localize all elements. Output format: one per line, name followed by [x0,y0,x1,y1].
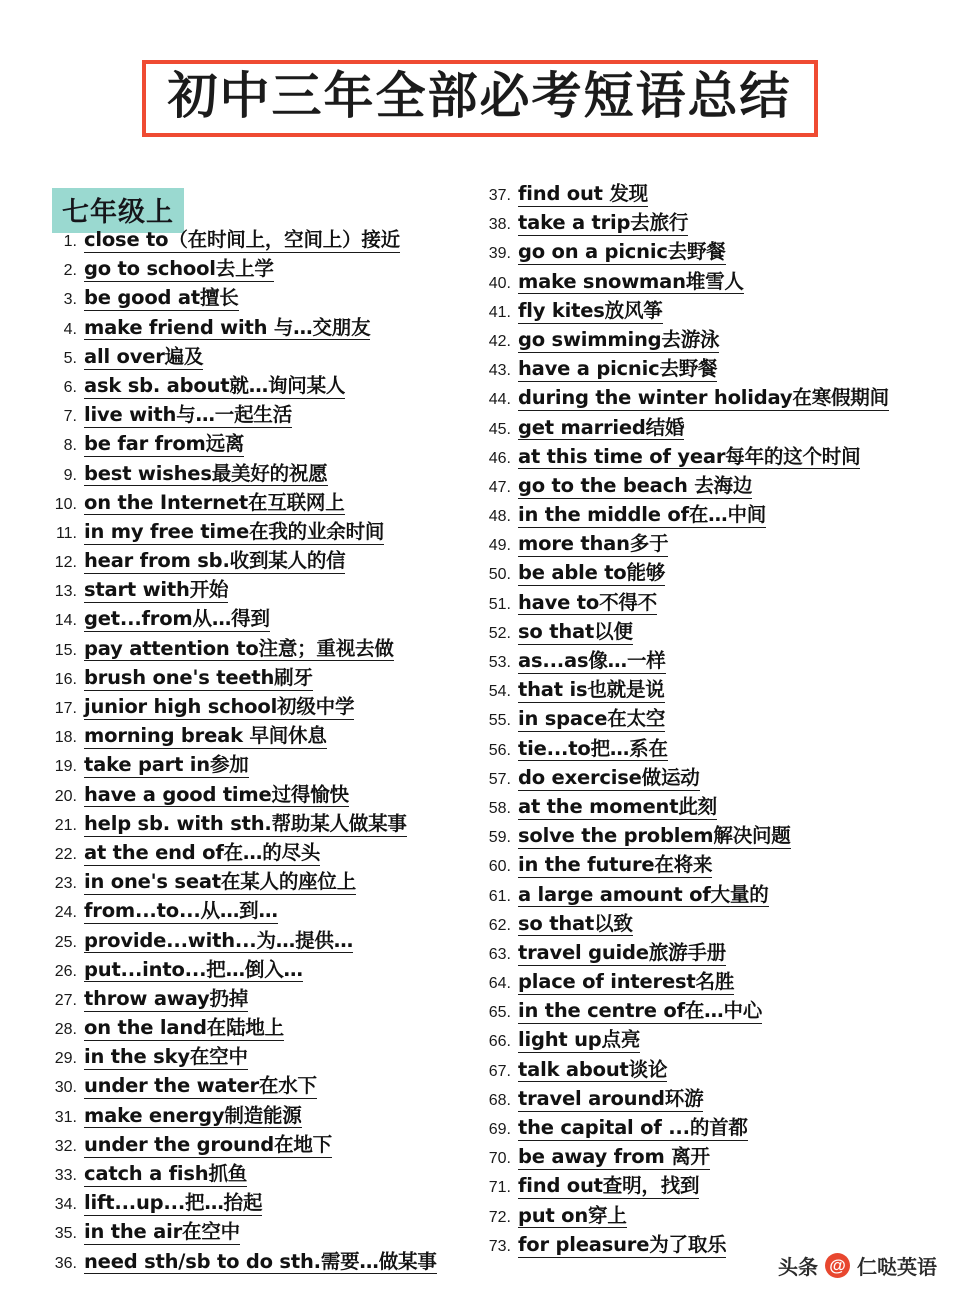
watermark-footer [778,1251,937,1280]
phrase-item-text: go on a picnic去野餐 [518,240,726,264]
phrase-item-text: talk about谈论 [518,1057,668,1081]
phrase-item-text: take a trip去旅行 [518,211,689,235]
phrase-list-item [50,607,480,636]
phrase-list-item [50,899,480,928]
phrase-item-number: 52. [488,624,511,642]
phrase-list-item [484,912,924,941]
phrase-item-number: 33. [54,1167,77,1184]
phrase-item-number: 21. [54,816,77,834]
phrase-item-number: 61. [488,887,511,905]
phrase-list-item [484,240,924,269]
phrase-item-text: more than多于 [518,532,669,556]
phrase-item-text: be good at擅长 [84,286,239,310]
phrase-list-item [50,374,480,403]
phrase-list-item [484,561,924,590]
phrase-item-text: place of interest名胜 [518,970,735,994]
phrase-list-item [50,1162,480,1191]
phrase-item-text: make snowman堆雪人 [518,269,744,293]
section-heading-grade7-first-term [52,188,184,233]
phrase-item-text: put...into...把…倒入… [84,957,303,981]
phrase-item-text: light up点亮 [518,1028,641,1052]
phrase-item-text: catch a fish抓鱼 [84,1162,248,1185]
phrase-item-text: have a good time过得愉快 [84,782,349,806]
phrase-item-number: 60. [488,858,511,876]
phrase-item-text: for pleasure为了取乐 [518,1232,727,1256]
phrase-item-text: find out查明，找到 [518,1174,700,1198]
phrase-list-item [484,386,924,415]
phrase-item-text: get...from从…得到 [84,607,270,631]
phrase-list-item [50,987,480,1016]
phrase-list-item [484,270,924,299]
phrase-item-number: 46. [488,449,511,467]
phrase-item-text: need sth/sb to do sth.需要…做某事 [84,1249,437,1273]
phrase-list-item [484,416,924,445]
phrase-list-item [484,328,924,357]
phrase-item-text: take part in参加 [84,753,249,777]
phrase-item-text: that is也就是说 [518,678,665,702]
phrase-item-number: 26. [54,962,77,980]
phrase-list-item [484,1028,924,1057]
phrase-item-number: 20. [54,787,77,805]
phrase-list-item [484,999,924,1028]
phrase-item-number: 17. [54,700,77,717]
phrase-item-text: put on穿上 [518,1203,627,1227]
phrase-item-number: 18. [54,729,77,747]
phrase-list-item [484,445,924,474]
phrase-item-text: travel around环游 [518,1086,704,1110]
phrase-list-right-column [484,182,924,1262]
phrase-item-number: 15. [54,641,77,659]
phrase-item-number: 9. [63,466,77,484]
phrase-list-item [484,824,924,853]
phrase-list-item [484,649,924,678]
phrase-item-text: travel guide旅游手册 [518,940,727,964]
phrase-item-number: 72. [488,1208,511,1226]
phrase-list-item [50,520,480,549]
phrase-list-item [50,841,480,870]
phrase-item-text: in the future在将来 [518,853,713,877]
phrase-list-item [50,1191,480,1220]
phrase-item-number: 16. [54,670,77,688]
phrase-list-item [50,286,480,315]
phrase-item-number: 39. [488,245,511,263]
phrase-item-number: 37. [488,187,511,204]
phrase-list-item [50,1133,480,1162]
phrase-item-text: make energy制造能源 [84,1103,302,1127]
phrase-list-item [50,1220,480,1249]
phrase-item-text: throw away扔掉 [84,986,249,1010]
phrase-item-number: 22. [54,845,77,863]
phrase-item-number: 56. [488,741,511,759]
phrase-list-item [484,707,924,736]
phrase-item-number: 49. [488,537,511,555]
phrase-item-text: lift...up...把…抬起 [84,1191,263,1215]
phrase-list-item [50,1104,480,1133]
page-title: 初中三年全部必考短语总结 [167,67,792,125]
phrase-list-item [50,958,480,987]
phrase-item-text: in my free time在我的业余时间 [84,519,385,543]
phrase-item-text: as...as像…一样 [518,649,666,672]
phrase-item-text: be far from远离 [84,432,245,456]
phrase-item-text: during the winter holiday在寒假期间 [518,386,889,410]
section-heading-label: 七年级上 [62,197,174,228]
phrase-item-number: 25. [54,933,77,951]
phrase-item-number: 23. [54,875,77,893]
phrase-item-number: 34. [54,1196,77,1214]
phrase-list-item [484,532,924,561]
phrase-item-number: 64. [488,975,511,993]
phrase-item-number: 19. [54,758,77,776]
phrase-item-number: 4. [63,320,77,338]
phrase-item-number: 27. [54,991,77,1009]
phrase-list-item [50,462,480,491]
phrase-item-text: in the centre of在…中心 [518,999,763,1023]
phrase-item-text: help sb. with sth.帮助某人做某事 [84,811,407,835]
phrase-item-number: 62. [488,916,511,934]
phrase-list-item [50,666,480,695]
platform-label: 头条 [778,1255,818,1279]
phrase-item-text: at the moment此刻 [518,794,717,818]
phrase-item-number: 1. [63,233,77,250]
phrase-item-text: on the Internet在互联网上 [84,490,345,514]
at-symbol-icon: @ [825,1253,850,1278]
phrase-item-text: have a picnic去野餐 [518,357,718,381]
account-name-label: 仁哒英语 [857,1255,937,1279]
phrase-list-item [484,503,924,532]
phrase-item-text: in the sky在空中 [84,1045,248,1069]
phrase-list-item [50,1074,480,1103]
phrase-item-number: 50. [488,566,511,584]
phrase-item-number: 73. [488,1237,511,1255]
phrase-item-number: 58. [488,799,511,817]
phrase-item-number: 42. [488,332,511,350]
phrase-item-number: 3. [63,291,77,309]
phrase-item-number: 63. [488,945,511,963]
phrase-item-text: under the water在水下 [84,1074,317,1098]
phrase-item-number: 8. [63,437,77,455]
phrase-item-number: 29. [54,1050,77,1068]
phrase-list-item [50,812,480,841]
phrase-item-text: start with开始 [84,578,229,602]
phrase-list-item [484,1058,924,1087]
phrase-item-number: 30. [54,1079,77,1097]
phrase-item-text: hear from sb.收到某人的信 [84,549,346,573]
phrase-item-number: 10. [54,495,77,513]
phrase-list-item [50,316,480,345]
phrase-item-text: go to the beach 去海边 [518,473,753,497]
phrase-list-item [50,228,480,257]
phrase-list-item [50,491,480,520]
phrase-item-number: 68. [488,1091,511,1109]
phrase-item-text: morning break 早间休息 [84,724,327,748]
phrase-item-number: 11. [55,524,77,542]
document-title-banner [0,60,959,137]
phrase-list-item [484,1204,924,1233]
phrase-list-item [50,724,480,753]
phrase-list-item [50,870,480,899]
phrase-list-item [50,432,480,461]
phrase-list-item [484,1116,924,1145]
phrase-item-number: 69. [488,1121,511,1138]
phrase-item-text: go swimming去游泳 [518,327,720,351]
phrase-item-text: be away from 离开 [518,1145,710,1169]
phrase-list-item [50,1250,480,1279]
phrase-item-text: find out 发现 [518,182,648,205]
phrase-item-number: 32. [54,1137,77,1155]
phrase-item-number: 41. [488,303,511,321]
phrase-item-text: be able to能够 [518,561,666,585]
phrase-list-item [50,637,480,666]
title-border-box [142,60,818,137]
phrase-item-text: junior high school初级中学 [84,695,355,718]
phrase-list-item [484,211,924,240]
phrase-item-text: tie...to把…系在 [518,736,668,760]
phrase-list-item [484,182,924,211]
phrase-list-item [50,257,480,286]
phrase-item-number: 14. [54,612,77,630]
phrase-item-text: solve the problem解决问题 [518,824,791,848]
phrase-list-item [484,1087,924,1116]
phrase-item-text: in space在太空 [518,707,666,731]
phrase-item-text: on the land在陆地上 [84,1016,284,1040]
phrase-item-text: make friend with 与…交朋友 [84,315,371,339]
phrase-item-text: at this time of year每年的这个时间 [518,444,861,468]
phrase-item-number: 71. [488,1179,511,1197]
phrase-list-left-column [50,228,480,1279]
phrase-item-text: at the end of在…的尽头 [84,840,321,864]
phrase-item-number: 66. [488,1033,511,1051]
phrase-item-number: 28. [54,1021,77,1039]
phrase-item-text: close to（在时间上，空间上）接近 [84,228,400,251]
phrase-item-number: 2. [63,262,77,280]
phrase-item-text: under the ground在地下 [84,1132,332,1156]
phrase-item-text: fly kites放风筝 [518,298,663,322]
phrase-item-number: 47. [488,478,511,496]
phrase-item-number: 24. [54,904,77,922]
phrase-list-item [484,1145,924,1174]
phrase-list-item [50,1045,480,1074]
phrase-item-number: 45. [488,420,511,438]
phrase-list-item [50,549,480,578]
phrase-list-item [50,1016,480,1045]
phrase-item-number: 51. [488,595,511,613]
phrase-list-item [484,941,924,970]
phrase-item-text: from...to...从…到… [84,899,278,923]
phrase-item-text: ask sb. about就…询问某人 [84,373,346,397]
phrase-item-number: 57. [488,770,511,788]
phrase-item-text: best wishes最美好的祝愿 [84,461,328,485]
phrase-item-text: do exercise做运动 [518,765,700,789]
phrase-item-number: 65. [488,1004,511,1022]
phrase-list-item [50,403,480,432]
phrase-item-text: so that以便 [518,619,633,643]
phrase-item-number: 40. [488,274,511,292]
phrase-item-text: live with与…一起生活 [84,403,292,427]
phrase-item-number: 55. [488,712,511,730]
phrase-item-number: 38. [488,216,511,234]
phrase-list-item [484,853,924,882]
phrase-item-number: 6. [63,378,77,396]
phrase-list-item [484,766,924,795]
phrase-item-number: 31. [54,1108,77,1126]
phrase-list-item [484,795,924,824]
phrase-item-text: have to不得不 [518,590,657,614]
phrase-item-text: in the middle of在…中间 [518,503,767,527]
phrase-item-text: go to school去上学 [84,257,274,281]
phrase-list-item [484,737,924,766]
phrase-list-item [484,620,924,649]
phrase-list-item [484,474,924,503]
phrase-item-number: 36. [54,1254,77,1272]
phrase-item-number: 54. [488,683,511,701]
phrase-item-number: 12. [54,554,77,572]
phrase-list-item [50,578,480,607]
phrase-list-item [50,345,480,374]
phrase-item-number: 43. [488,362,511,380]
phrase-list-item [484,357,924,386]
phrase-item-number: 13. [54,583,77,601]
phrase-item-text: brush one's teeth刷牙 [84,665,313,689]
phrase-item-text: provide...with...为…提供… [84,928,353,952]
phrase-list-item [484,883,924,912]
phrase-item-text: so that以致 [518,911,633,935]
phrase-item-text: all over遍及 [84,344,204,368]
phrase-item-number: 59. [488,829,511,847]
phrase-item-number: 35. [54,1225,77,1243]
phrase-list-item [50,753,480,782]
phrase-item-text: pay attention to注意；重视去做 [84,636,394,660]
phrase-list-item [50,783,480,812]
phrase-item-number: 7. [63,408,77,426]
phrase-list-item [50,695,480,724]
phrase-item-text: a large amount of大量的 [518,882,769,906]
phrase-item-number: 53. [488,654,511,671]
phrase-list-item [484,970,924,999]
phrase-list-item [50,929,480,958]
phrase-list-item [484,591,924,620]
phrase-list-item [484,299,924,328]
phrase-item-number: 70. [488,1150,511,1168]
phrase-item-text: in one's seat在某人的座位上 [84,870,357,894]
phrase-list-item [484,678,924,707]
phrase-item-number: 44. [488,391,511,409]
phrase-item-text: the capital of ...的首都 [518,1116,748,1139]
phrase-item-text: get married结婚 [518,415,685,439]
phrase-item-number: 5. [63,349,77,367]
phrase-item-number: 48. [488,508,511,526]
phrase-list-item [484,1174,924,1203]
phrase-item-text: in the air在空中 [84,1220,240,1244]
phrase-item-number: 67. [488,1062,511,1080]
